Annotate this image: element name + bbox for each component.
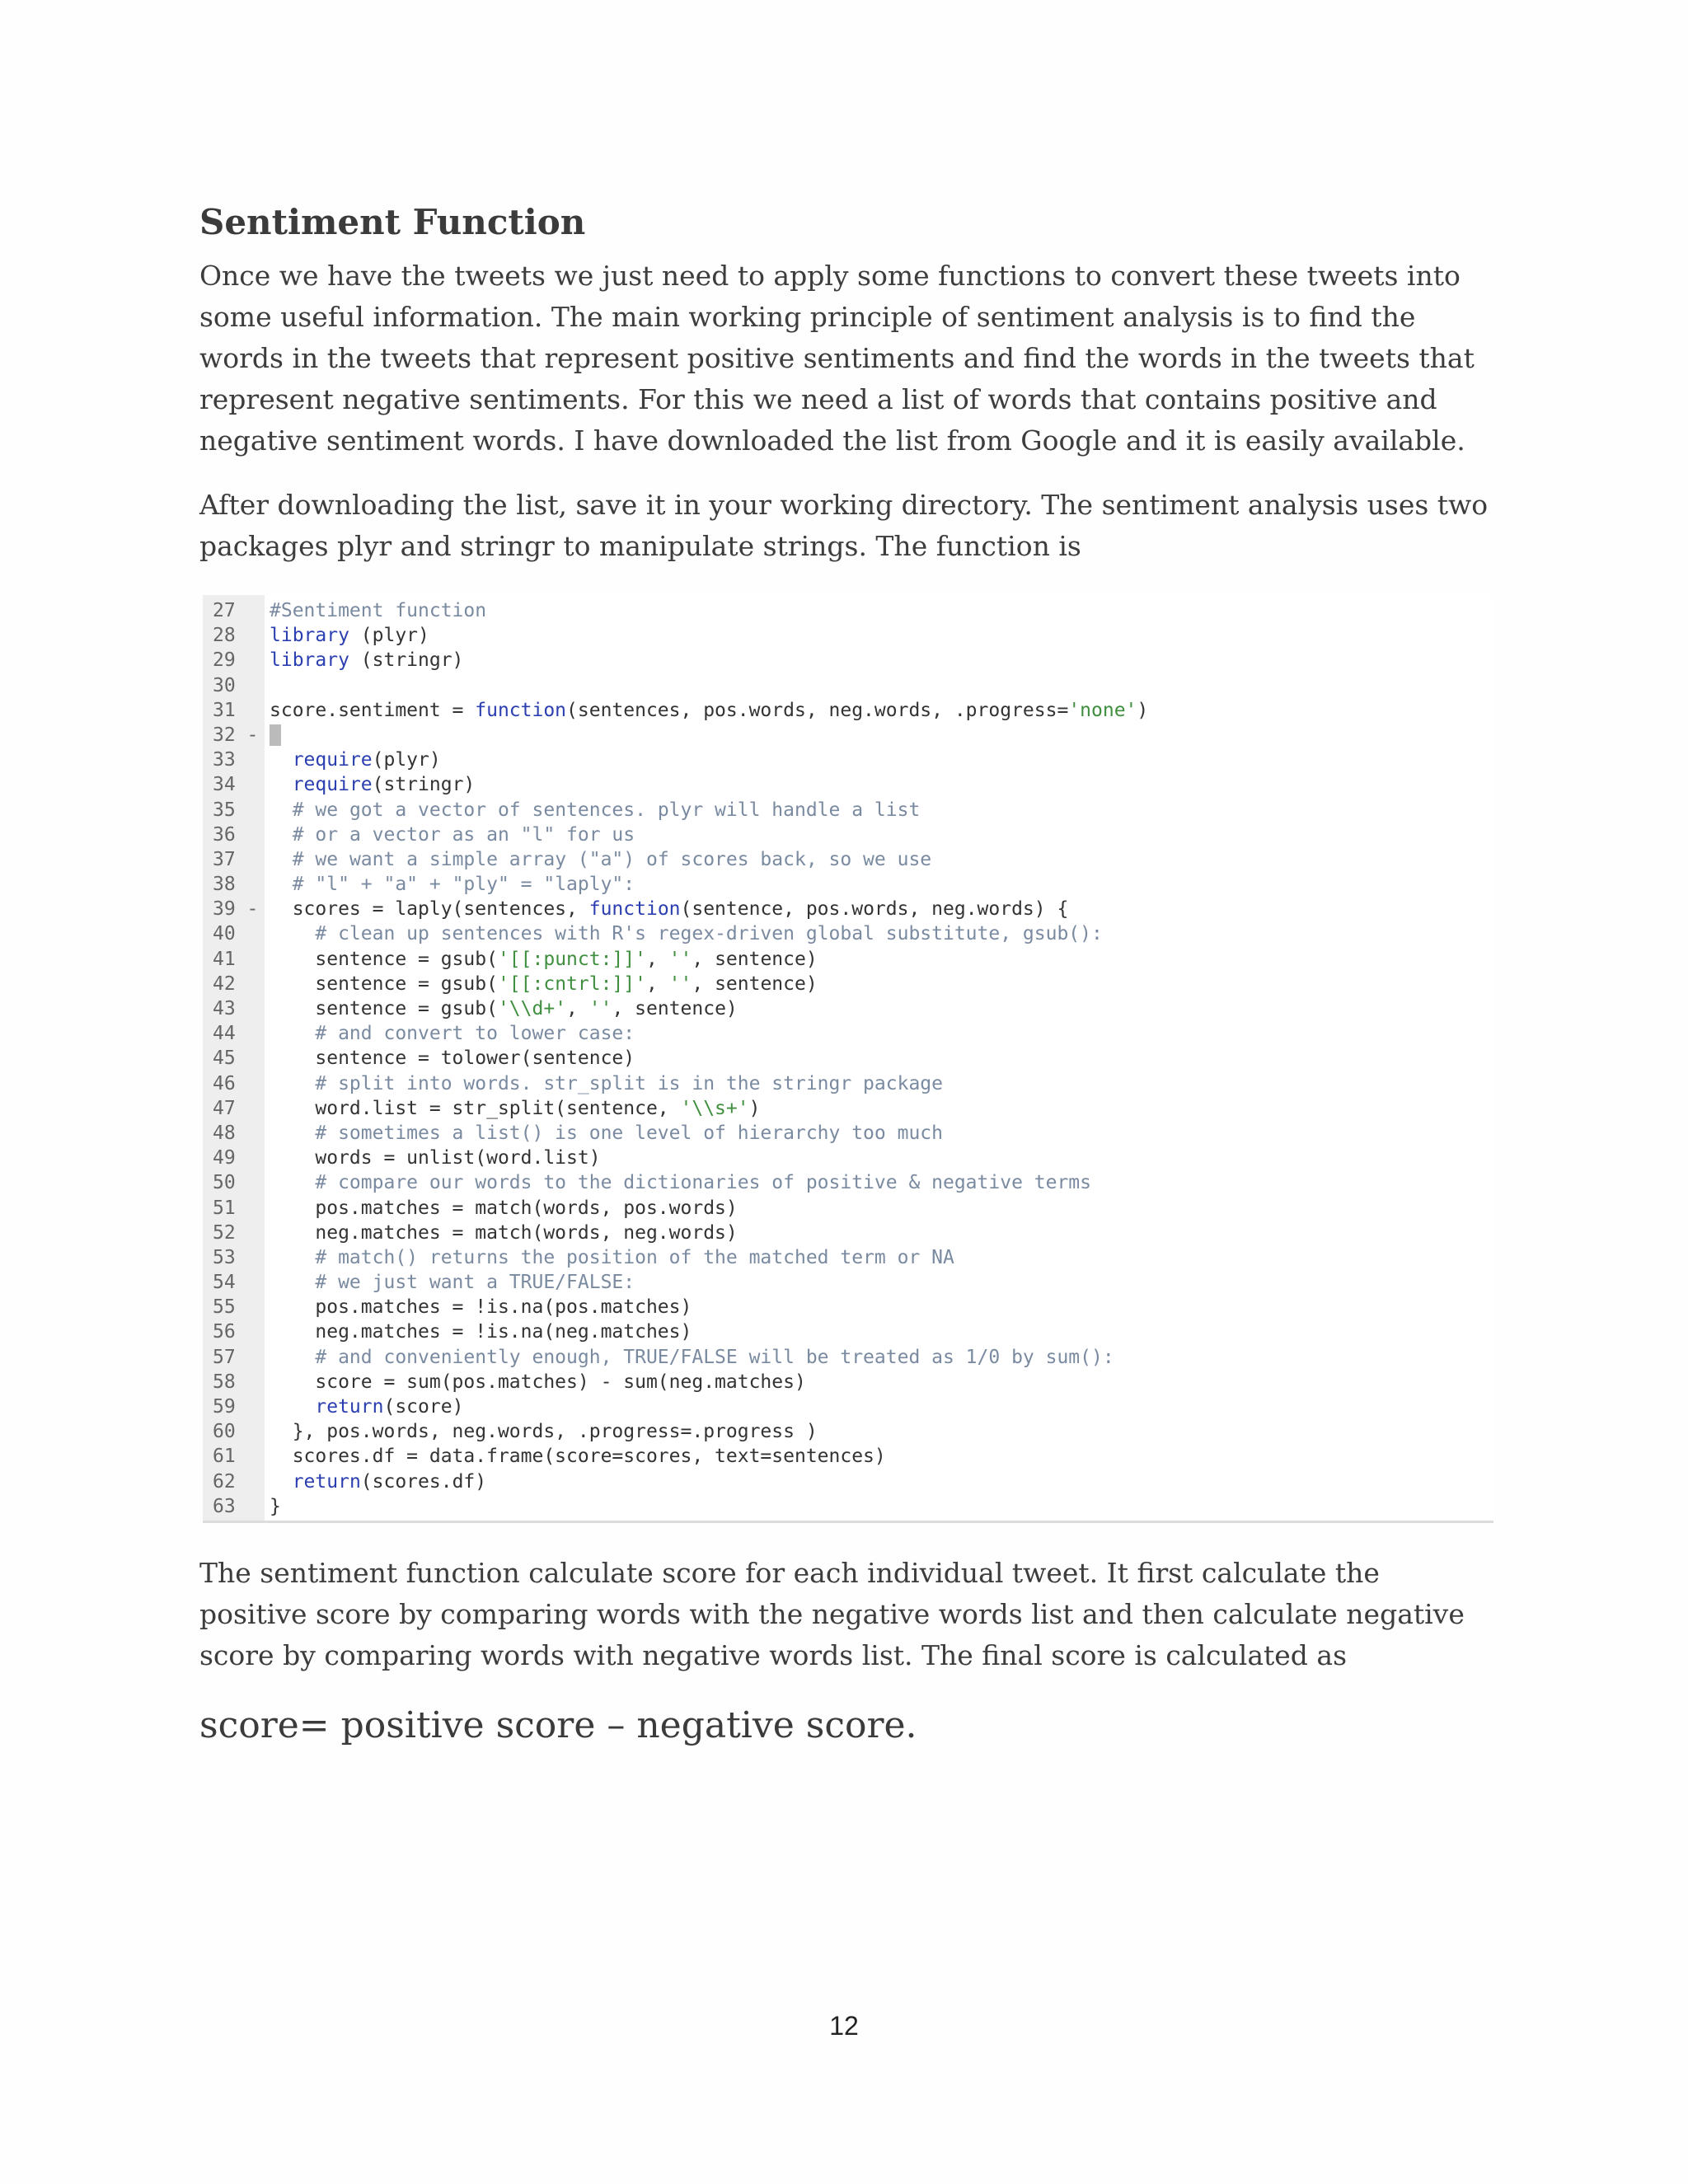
line-number: 34	[213, 774, 236, 796]
line-number: 44	[213, 1023, 236, 1045]
line-number: 35	[213, 799, 236, 821]
line-number: 49	[213, 1147, 236, 1169]
paragraph-download: After downloading the list, save it in your working directory. The sentiment analysis uses two packages plyr and stringr to manipulate strings. The function is	[199, 489, 1489, 562]
code-line: sentence = gsub('[[:punct:]]', '', sentence)	[270, 948, 818, 970]
code-line: # and convert to lower case:	[315, 1023, 635, 1045]
code-line: neg.matches = match(words, neg.words)	[270, 1221, 738, 1244]
code-line: pos.matches = !is.na(pos.matches)	[270, 1296, 692, 1319]
line-number: 59	[213, 1396, 236, 1418]
line-number: 41	[213, 948, 236, 970]
code-line: }, pos.words, neg.words, .progress=.progress )	[270, 1421, 818, 1443]
line-number: 27	[213, 600, 236, 621]
code-line: word.list = str_split(sentence, '\\s+')	[270, 1097, 761, 1119]
line-number: 58	[213, 1371, 236, 1393]
line-number: 43	[213, 998, 236, 1019]
line-number: 29	[213, 649, 236, 672]
code-line: require(stringr)	[292, 774, 476, 796]
code-line: # split into words. str_split is in the stringr package	[315, 1072, 943, 1094]
code-line: # compare our words to the dictionaries of positive & negative terms	[315, 1172, 1091, 1194]
line-number: 53	[213, 1246, 236, 1268]
code-line: pos.matches = match(words, pos.words)	[270, 1197, 738, 1219]
code-line: # we want a simple array ("a") of scores back, so we use	[292, 848, 932, 870]
line-number: 45	[213, 1047, 236, 1070]
code-line: }	[270, 1495, 281, 1517]
line-number: 32 -	[213, 724, 259, 746]
line-number: 50	[213, 1172, 236, 1194]
code-line: # match() returns the position of the matched term or NA	[315, 1246, 954, 1268]
line-number: 56	[213, 1321, 236, 1343]
code-line: scores = laply(sentences, function(sentence, pos.words, neg.words) {	[270, 898, 1069, 921]
line-number: 61	[213, 1446, 236, 1468]
line-number: 37	[213, 848, 236, 870]
code-line: library (plyr)	[270, 625, 429, 647]
line-number: 55	[213, 1296, 236, 1319]
line-number: 57	[213, 1346, 236, 1368]
code-line: score = sum(pos.matches) - sum(neg.matches)	[270, 1371, 806, 1393]
paragraph-intro: Once we have the tweets we just need to apply some functions to convert these tweets into some useful information. The main working principle of sentiment analysis is to find the words in the tweets that represent positive sentiments and find the words in the tweets that represent negative sentiments. For this we need a list of words that contains positive and negative sentiment words. I have downloaded the list from Google and it is easily available.	[199, 260, 1475, 457]
document-page	[199, 198, 1493, 1752]
code-lines	[265, 595, 1493, 1521]
code-line: require(plyr)	[292, 749, 441, 771]
score-formula: score= positive score – negative score.	[199, 1704, 917, 1746]
code-line: # "l" + "a" + "ply" = "laply":	[292, 874, 635, 896]
code-line: {	[270, 724, 281, 746]
line-number: 42	[213, 972, 236, 995]
code-line: return(scores.df)	[292, 1470, 487, 1493]
code-line: # we got a vector of sentences. plyr will handle a list	[292, 799, 921, 821]
code-line: # and conveniently enough, TRUE/FALSE will be treated as 1/0 by sum():	[315, 1346, 1114, 1368]
code-line: neg.matches = !is.na(neg.matches)	[270, 1321, 692, 1343]
line-number: 46	[213, 1072, 236, 1094]
line-number: 28	[213, 625, 236, 647]
section-title: Sentiment Function	[199, 202, 586, 242]
code-line: # sometimes a list() is one level of hierarchy too much	[315, 1122, 943, 1144]
code-line: return(score)	[315, 1396, 464, 1418]
line-number: 38	[213, 874, 236, 896]
line-number: 63	[213, 1495, 236, 1517]
code-line: sentence = gsub('\\d+', '', sentence)	[270, 998, 738, 1019]
line-number: 33	[213, 749, 236, 771]
line-number: 30	[213, 674, 236, 696]
page-number: 12	[829, 2011, 859, 2041]
code-line: library (stringr)	[270, 649, 464, 672]
code-line: words = unlist(word.list)	[270, 1147, 601, 1169]
line-number: 31	[213, 699, 236, 721]
code-line: # clean up sentences with R's regex-driven global substitute, gsub():	[315, 923, 1103, 945]
code-screenshot	[203, 595, 1493, 1523]
line-number: 48	[213, 1122, 236, 1144]
code-line: sentence = tolower(sentence)	[270, 1047, 635, 1070]
line-number: 47	[213, 1097, 236, 1119]
code-line: #Sentiment function	[270, 600, 487, 621]
line-number: 60	[213, 1421, 236, 1443]
line-number-gutter	[203, 595, 265, 1521]
code-line: sentence = gsub('[[:cntrl:]]', '', sentence)	[270, 972, 818, 995]
code-line: # or a vector as an "l" for us	[292, 823, 635, 846]
code-line: # we just want a TRUE/FALSE:	[315, 1272, 635, 1294]
code-line	[270, 673, 1493, 698]
paragraph-explanation: The sentiment function calculate score for each individual tweet. It first calculate the positive score by comparing words with the negative words list and then calculate negative score by comparing words with negative words list. The final score is calculated as	[199, 1556, 1465, 1671]
line-number: 39 -	[213, 898, 259, 921]
code-line: scores.df = data.frame(score=scores, text=sentences)	[270, 1446, 886, 1468]
line-number: 36	[213, 823, 236, 846]
line-number: 40	[213, 923, 236, 945]
line-number: 54	[213, 1272, 236, 1294]
line-number: 51	[213, 1197, 236, 1219]
line-number: 52	[213, 1221, 236, 1244]
code-line: score.sentiment = function(sentences, pos.words, neg.words, .progress='none')	[270, 699, 1149, 721]
line-number: 62	[213, 1470, 236, 1493]
